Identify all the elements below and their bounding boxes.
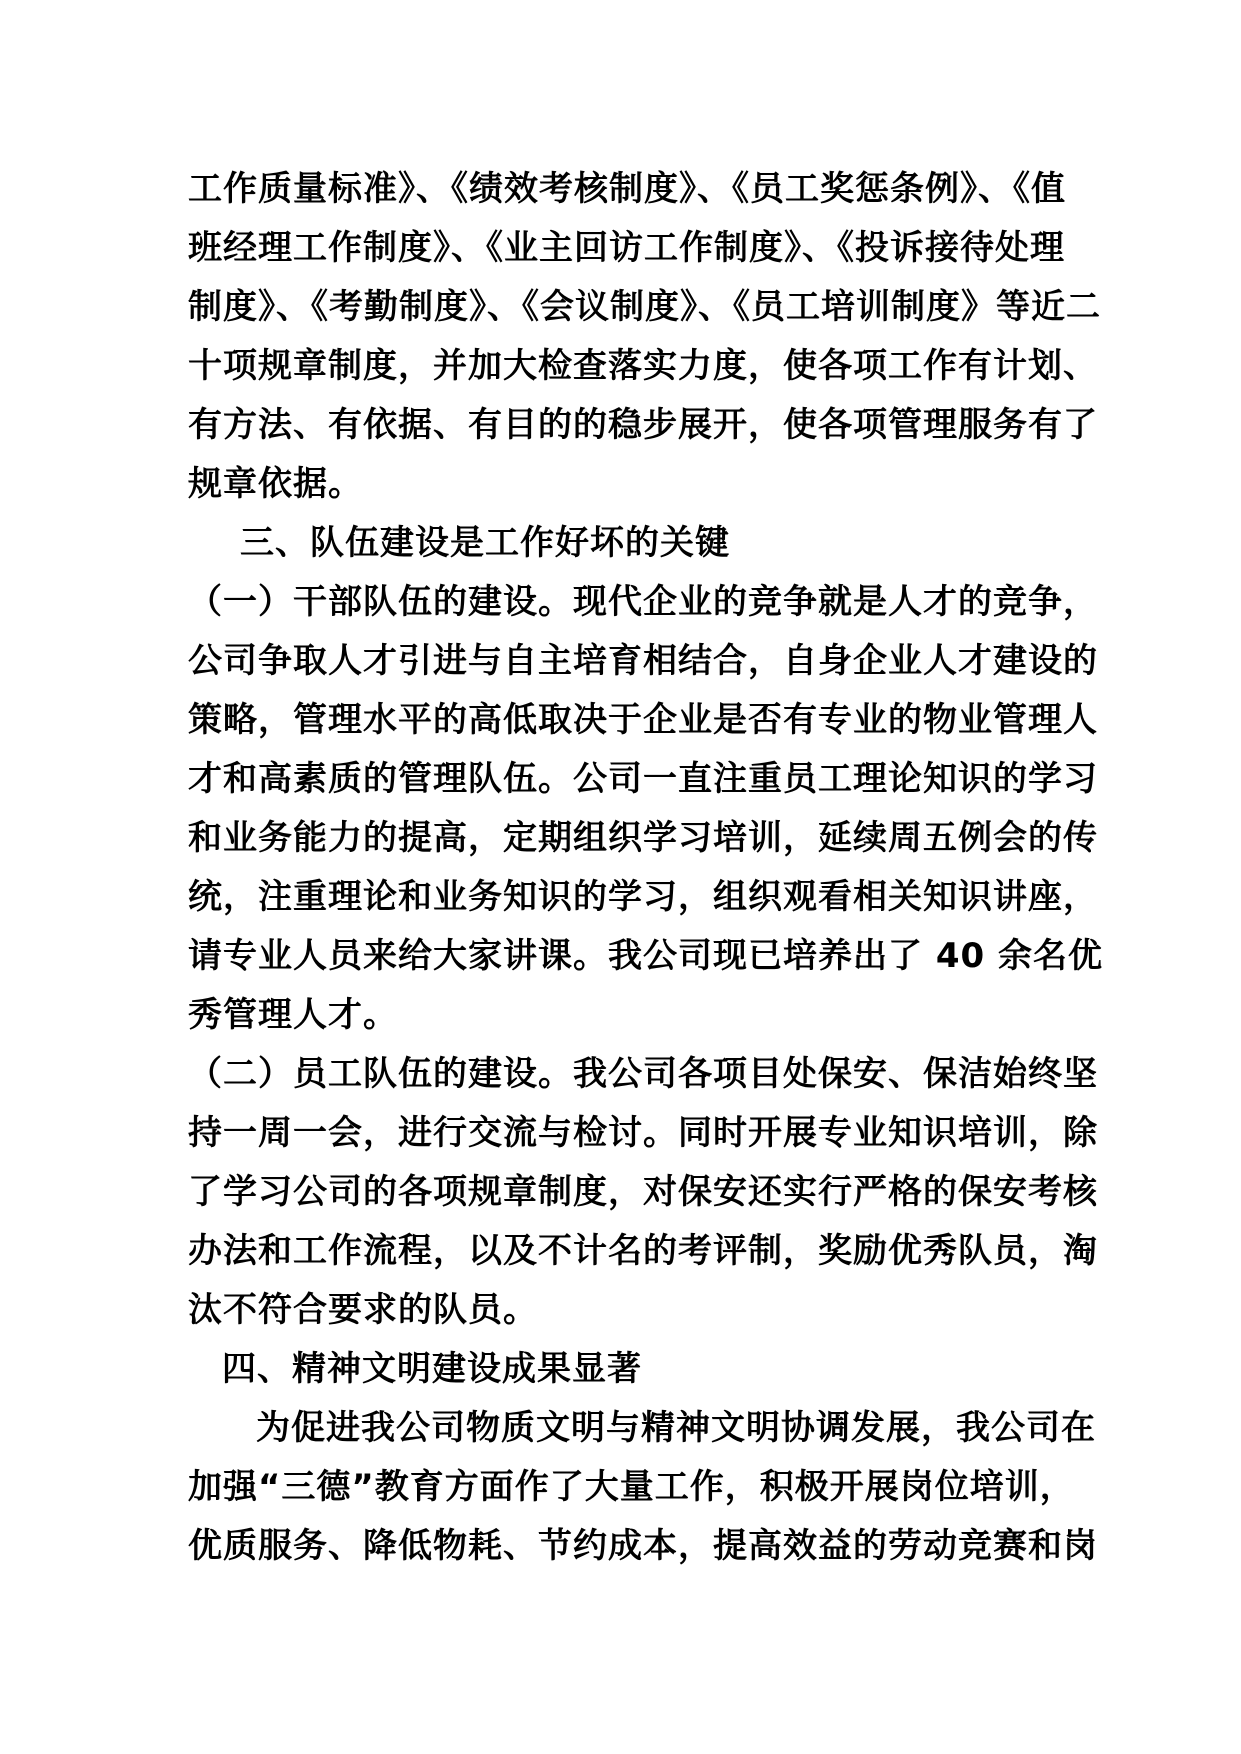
paragraph-cadre-team <box>188 573 1103 1045</box>
section-heading-team-building: 三、队伍建设是工作好坏的关键 <box>240 523 730 563</box>
text-line: 有方法、有依据、有目的的稳步展开，使各项管理服务有了 <box>188 405 1098 445</box>
paragraph-staff-team <box>188 1045 1098 1340</box>
text-line: 和业务能力的提高，定期组织学习培训，延续周五例会的传 <box>188 818 1098 858</box>
text-line: （二）员工队伍的建设。我公司各项目处保安、保洁始终坚 <box>188 1054 1098 1094</box>
section-heading-spiritual-civilization: 四、精神文明建设成果显著 <box>222 1349 642 1389</box>
text-line: 了学习公司的各项规章制度，对保安还实行严格的保安考核 <box>188 1172 1098 1212</box>
text-line: 持一周一会，进行交流与检讨。同时开展专业知识培训，除 <box>188 1113 1098 1153</box>
text-line: 公司争取人才引进与自主培育相结合，自身企业人才建设的 <box>188 641 1098 681</box>
paragraph-civilization <box>188 1399 1098 1576</box>
text-line: （一）干部队伍的建设。现代企业的竞争就是人才的竞争， <box>188 582 1098 622</box>
text-line: 规章依据。 <box>188 464 363 504</box>
text-line: 请专业人员来给大家讲课。我公司现已培养出了 40 余名优 <box>188 936 1103 976</box>
text-line: 策略，管理水平的高低取决于企业是否有专业的物业管理人 <box>188 700 1098 740</box>
text-line: 为促进我公司物质文明与精神文明协调发展，我公司在 <box>256 1408 1096 1448</box>
text-line: 汰不符合要求的队员。 <box>188 1290 538 1330</box>
text-line: 秀管理人才。 <box>188 995 398 1035</box>
paragraph-regulations <box>188 160 1101 514</box>
text-line: 制度》、《考勤制度》、《会议制度》、《员工培训制度》等近二 <box>188 287 1101 327</box>
text-line: 加强“三德”教育方面作了大量工作，积极开展岗位培训， <box>188 1467 1075 1507</box>
text-line: 工作质量标准》、《绩效考核制度》、《员工奖惩条例》、《值 <box>188 169 1066 209</box>
text-line: 办法和工作流程，以及不计名的考评制，奖励优秀队员，淘 <box>188 1231 1098 1271</box>
text-line: 才和高素质的管理队伍。公司一直注重员工理论知识的学习 <box>188 759 1098 799</box>
text-line: 优质服务、降低物耗、节约成本，提高效益的劳动竞赛和岗 <box>188 1526 1098 1566</box>
text-line: 班经理工作制度》、《业主回访工作制度》、《投诉接待处理 <box>188 228 1065 268</box>
document-body <box>188 160 1103 1576</box>
text-line: 统，注重理论和业务知识的学习，组织观看相关知识讲座， <box>188 877 1098 917</box>
text-line: 十项规章制度，并加大检查落实力度，使各项工作有计划、 <box>188 346 1098 386</box>
